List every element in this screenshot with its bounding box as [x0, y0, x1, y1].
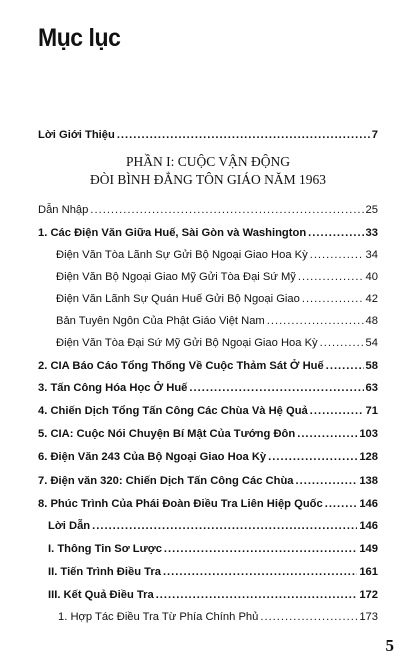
toc-entry-label: 4. Chiến Dịch Tổng Tấn Công Các Chùa Và Hệ Quả — [38, 405, 308, 417]
toc-entry-label: Điện Văn Tòa Lãnh Sự Gửi Bộ Ngoại Giao Hoa Kỳ — [56, 249, 308, 261]
toc-entry-page: 54 — [365, 337, 378, 349]
toc-entry — [48, 586, 378, 604]
toc-entry-label: Điện Văn Lãnh Sự Quán Huế Gửi Bộ Ngoại Giao — [56, 293, 300, 305]
dot-leader — [310, 402, 364, 420]
toc-entry-page: 34 — [365, 249, 378, 261]
dot-leader — [163, 563, 357, 581]
dot-leader — [92, 517, 357, 535]
toc-entry-page: 71 — [365, 405, 378, 417]
toc-entry-label: Bản Tuyên Ngôn Của Phật Giáo Việt Nam — [56, 315, 265, 327]
toc-entry — [38, 402, 378, 420]
toc-entry-label: II. Tiến Trình Điều Tra — [48, 566, 161, 578]
toc-entry-label: Lời Dẫn — [48, 520, 91, 532]
toc-entry-page: 42 — [365, 293, 378, 305]
toc-entry — [38, 425, 378, 443]
toc-entry — [38, 379, 378, 397]
toc-entry-label: Điện Văn Bộ Ngoại Giao Mỹ Gửi Tòa Đại Sứ Mỹ — [56, 271, 296, 283]
toc-entry-label: Lời Giới Thiệu — [38, 129, 115, 141]
toc-entry-label: III. Kết Quả Điều Tra — [48, 589, 154, 601]
toc-entry-label: 7. Điện văn 320: Chiến Dịch Tấn Công Các Chùa — [38, 475, 294, 487]
dot-leader — [156, 586, 358, 604]
part-heading-line1: PHẦN I: CUỘC VẬN ĐỘNG — [125, 154, 290, 169]
toc-entry-label: 1. Hợp Tác Điều Tra Từ Phía Chính Phủ — [58, 611, 259, 623]
dot-leader — [268, 448, 357, 466]
toc-entry-label: Điện Văn Tòa Đại Sứ Mỹ Gửi Bộ Ngoại Giao Hoa Kỳ — [56, 337, 318, 349]
toc-entry-page: 138 — [359, 475, 378, 487]
toc-entry-page: 25 — [365, 204, 378, 216]
toc-entry — [38, 472, 378, 490]
toc-entry — [56, 312, 378, 330]
toc-entry-page: 48 — [365, 315, 378, 327]
toc-entry-page: 146 — [359, 498, 378, 510]
toc-entry-page: 172 — [359, 589, 378, 601]
toc-entry — [38, 126, 378, 144]
dot-leader — [302, 290, 364, 308]
toc-entry — [56, 290, 378, 308]
dot-leader — [260, 608, 357, 626]
toc-entry-label: 8. Phúc Trình Của Phái Đoàn Điều Tra Liên Hiệp Quốc — [38, 498, 323, 510]
toc-entry — [38, 448, 378, 466]
toc-entry-page: 149 — [359, 543, 378, 555]
toc-entry-page: 63 — [365, 382, 378, 394]
toc-entry-page: 58 — [365, 360, 378, 372]
toc-entry — [58, 608, 378, 626]
toc-entry-page: 146 — [359, 520, 378, 532]
dot-leader — [164, 540, 357, 558]
toc-entry — [56, 246, 378, 264]
dot-leader — [90, 201, 363, 219]
dot-leader — [326, 357, 364, 375]
toc-entry-label: 6. Điện Văn 243 Của Bộ Ngoại Giao Hoa Kỳ — [38, 451, 267, 463]
dot-leader — [325, 495, 358, 513]
dot-leader — [308, 224, 363, 242]
toc-entry — [38, 201, 378, 219]
dot-leader — [189, 379, 363, 397]
dot-leader — [267, 312, 364, 330]
toc-entry-page: 103 — [359, 428, 378, 440]
toc-entry — [48, 540, 378, 558]
toc-entry-label: Dẫn Nhập — [38, 204, 89, 216]
part-heading-line2: ĐÒI BÌNH ĐẲNG TÔN GIÁO NĂM 1963 — [90, 172, 326, 187]
toc-entry-label: 1. Các Điện Văn Giữa Huế, Sài Gòn và Washington — [38, 227, 307, 239]
toc-entry — [38, 224, 378, 242]
dot-leader — [320, 334, 364, 352]
toc-entry — [38, 495, 378, 513]
dot-leader — [310, 246, 364, 264]
toc-entry — [38, 357, 378, 375]
toc-entry — [48, 563, 378, 581]
dot-leader — [117, 126, 370, 144]
toc-entry — [56, 334, 378, 352]
toc-entry-page: 173 — [359, 611, 378, 623]
dot-leader — [297, 425, 357, 443]
toc-entry-page: 33 — [365, 227, 378, 239]
page-number: 5 — [385, 636, 394, 655]
dot-leader — [296, 472, 358, 490]
page-title: Mục lục — [38, 24, 121, 52]
toc-entry-page: 161 — [359, 566, 378, 578]
toc-entry-label: 2. CIA Báo Cáo Tổng Thống Về Cuộc Thảm Sát Ở Huế — [38, 360, 324, 372]
dot-leader — [298, 268, 364, 286]
toc-entry-page: 7 — [371, 129, 378, 141]
toc-entry-label: 3. Tấn Công Hóa Học Ở Huế — [38, 382, 188, 394]
toc-entry-label: I. Thông Tin Sơ Lược — [48, 543, 162, 555]
toc-entry — [48, 517, 378, 535]
toc-entry-page: 128 — [359, 451, 378, 463]
toc-entry-page: 40 — [365, 271, 378, 283]
toc-entry-label: 5. CIA: Cuộc Nói Chuyện Bí Mật Của Tướng Đôn — [38, 428, 296, 440]
toc-entry — [56, 268, 378, 286]
